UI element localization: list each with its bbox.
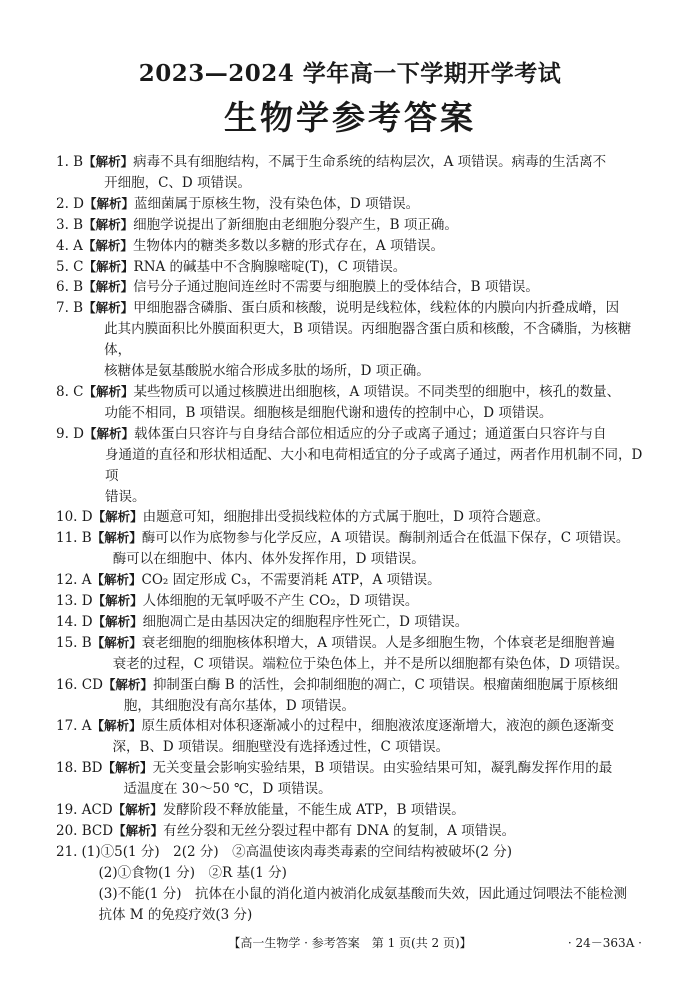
answer-text: [83, 236, 646, 257]
answer-number: 10. D: [56, 509, 93, 526]
answer-item: [56, 257, 646, 278]
answer-text: [83, 298, 646, 382]
footer-page-info: 【高一生物学 · 参考答案 第 1 页(共 2 页)】: [228, 936, 472, 950]
answer-item: [56, 800, 646, 821]
answer-line: 原生质体相对体积逐渐减小的过程中，细胞液浓度逐渐增大，液泡的颜色逐渐变: [141, 718, 615, 735]
answer-number: 16. CD: [56, 676, 103, 693]
answer-line: 衰老细胞的细胞核体积增大，A 项错误。人是多细胞生物，个体衰老是细胞普遍: [141, 634, 615, 651]
exam-title: 2023—2024 学年高一下学期开学考试: [138, 60, 562, 87]
answer-text: [83, 152, 646, 194]
answer-line: RNA 的碱基中不含胸腺嘧啶(T)，C 项错误。: [133, 258, 407, 275]
answer-item: [56, 528, 646, 570]
analysis-tag: 【解析】: [84, 195, 135, 211]
answer-number: 13. D: [56, 593, 93, 610]
answer-item: [56, 424, 646, 508]
answer-line: 抗体 M 的免疫疗效(3 分): [98, 906, 253, 923]
answer-number: 6. B: [56, 279, 84, 296]
answer-text: [93, 507, 646, 528]
answer-number: 11. B: [56, 530, 92, 547]
answer-line: 蓝细菌属于原核生物，没有染色体，D 项错误。: [134, 195, 420, 212]
answer-item: [56, 236, 646, 257]
answer-number: 14. D: [56, 613, 93, 630]
answer-line: 无关变量会影响实验结果，B 项错误。由实验结果可知，凝乳酶发挥作用的最: [152, 760, 613, 777]
answer-line: 酶可以作为底物参与化学反应，A 项错误。酶制剂适合在低温下保存，C 项错误。: [141, 530, 630, 547]
answer-line: 抑制蛋白酶 B 的活性，会抑制细胞的凋亡，C 项错误。根瘤菌细胞属于原核细: [152, 676, 619, 693]
answer-text: [103, 758, 646, 800]
answer-text: [92, 716, 646, 758]
answer-line: (3)不能(1 分) 抗体在小鼠的消化道内被消化成氨基酸而失效，因此通过饲喂法不能检测: [98, 885, 628, 902]
answer-line: 身通道的直径和形状相适配、大小和电荷相适宜的分子或离子通过，两者作用机制不同，D 项: [105, 446, 643, 484]
analysis-tag: 【解析】: [113, 823, 164, 838]
answer-line: 适温度在 30～50 ℃，D 项错误。: [123, 781, 332, 798]
answer-item: [56, 507, 646, 528]
analysis-tag: 【解析】: [83, 258, 134, 274]
answer-text: [113, 800, 646, 821]
answer-number: 19. ACD: [56, 802, 113, 819]
analysis-tag: 【解析】: [91, 718, 142, 734]
analysis-tag: 【解析】: [112, 802, 163, 818]
answer-number: 21.: [56, 843, 78, 860]
answer-text: [93, 612, 646, 633]
answer-line: 酶可以在细胞中、体内、体外发挥作用，D 项错误。: [112, 551, 425, 568]
answer-text: [83, 277, 646, 298]
answer-line: CO₂ 固定形成 C₃，不需要消耗 ATP，A 项错误。: [141, 572, 441, 589]
answer-number: 1. B: [56, 154, 84, 170]
answer-number: 18. BD: [56, 760, 103, 777]
analysis-tag: 【解析】: [92, 509, 143, 525]
answer-item-21: [56, 842, 646, 926]
analysis-tag: 【解析】: [84, 425, 135, 441]
answer-number: 7. B: [56, 300, 84, 317]
analysis-tag: 【解析】: [83, 300, 134, 316]
answer-line: 开细胞，C、D 项错误。: [104, 174, 252, 191]
analysis-tag: 【解析】: [83, 383, 134, 399]
analysis-tag: 【解析】: [91, 634, 142, 650]
answer-item: [56, 194, 646, 215]
answer-text: [92, 528, 646, 570]
answer-line: 衰老的过程，C 项错误。端粒位于染色体上，并不是所以细胞都有染色体，D 项错误。: [112, 655, 629, 672]
answer-number: 12. A: [56, 572, 92, 589]
answer-line: 载体蛋白只容许与自身结合部位相适应的分子或离子通过；通道蛋白只容许与自: [134, 425, 607, 442]
answer-item: [56, 591, 646, 612]
analysis-tag: 【解析】: [92, 593, 143, 609]
answer-number: 9. D: [56, 425, 84, 442]
page-footer: [0, 934, 700, 954]
answer-item: [56, 382, 646, 424]
footer-code: · 24－363A ·: [567, 936, 642, 950]
answer-text: [103, 675, 646, 717]
answer-item: [56, 612, 646, 633]
analysis-tag: 【解析】: [92, 613, 143, 629]
answer-item: [56, 675, 646, 717]
answer-item: [56, 277, 646, 298]
analysis-tag: 【解析】: [91, 530, 142, 546]
answer-item: [56, 633, 646, 675]
answer-line: (2)①食物(1 分) ②R 基(1 分): [98, 864, 287, 881]
answer-item: [56, 298, 646, 382]
answer-text: [113, 821, 646, 842]
answer-line: 此其内膜面积比外膜面积更大，B 项错误。丙细胞器含蛋白质和核酸，不含磷脂，为核糖体，: [104, 321, 632, 359]
answer-text: [84, 424, 646, 508]
analysis-tag: 【解析】: [83, 154, 134, 169]
analysis-tag: 【解析】: [91, 572, 142, 588]
answer-number: 15. B: [56, 634, 92, 651]
answer-text: [84, 194, 646, 215]
answer-item: [56, 570, 646, 591]
page-title: 生物学参考答案: [224, 98, 476, 137]
answer-item: [56, 716, 646, 758]
answer-line: (1)①5(1 分) 2(2 分) ②高温使该肉毒类毒素的空间结构被破坏(2 分): [81, 843, 513, 860]
answer-text: [77, 842, 646, 926]
answer-line: 某些物质可以通过核膜进出细胞核，A 项错误。不同类型的细胞中，核孔的数量、: [133, 383, 621, 400]
answer-line: 信号分子通过胞间连丝时不需要与细胞膜上的受体结合，B 项错误。: [133, 279, 539, 296]
answer-line: 甲细胞器含磷脂、蛋白质和核酸，说明是线粒体，线粒体的内膜向内折叠成嵴，因: [133, 300, 620, 317]
answer-line: 由题意可知，细胞排出受损线粒体的方式属于胞吐，D 项符合题意。: [142, 509, 550, 526]
answer-text: [83, 215, 646, 236]
analysis-tag: 【解析】: [82, 237, 133, 253]
answer-text: [93, 591, 646, 612]
answer-line: 生物体内的糖类多数以多糖的形式存在，A 项错误。: [132, 237, 444, 254]
answer-item: [56, 152, 646, 194]
answer-number: 4. A: [56, 237, 83, 254]
answer-line: 有丝分裂和无丝分裂过程中都有 DNA 的复制，A 项错误。: [163, 823, 516, 839]
answer-line: 功能不相同，B 项错误。细胞核是细胞代谢和遗传的控制中心，D 项错误。: [104, 404, 553, 421]
answer-number: 3. B: [56, 216, 84, 233]
answer-line: 人体细胞的无氧呼吸不产生 CO₂，D 项错误。: [142, 593, 419, 610]
answer-item: [56, 758, 646, 800]
answer-number: 8. C: [56, 383, 84, 400]
answer-text: [84, 257, 646, 278]
answer-line: 深，B、D 项错误。细胞壁没有选择透过性，C 项错误。: [112, 739, 450, 756]
answer-text: [84, 382, 646, 424]
answer-item: [56, 821, 646, 842]
answer-line: 核糖体是氨基酸脱水缩合形成多肽的场所，D 项正确。: [104, 363, 430, 380]
answer-number: 20. BCD: [56, 823, 114, 839]
answer-line: 细胞凋亡是由基因决定的细胞程序性死亡，D 项错误。: [142, 613, 469, 630]
answer-number: 17. A: [56, 718, 92, 735]
answer-number: 2. D: [56, 195, 84, 212]
answer-line: 病毒不具有细胞结构，不属于生命系统的结构层次，A 项错误。病毒的生活离不: [133, 154, 607, 170]
analysis-tag: 【解析】: [102, 676, 153, 692]
answer-item: [56, 215, 646, 236]
analysis-tag: 【解析】: [83, 279, 134, 295]
answer-text: [92, 570, 646, 591]
analysis-tag: 【解析】: [83, 216, 134, 232]
answer-line: 错误。: [105, 488, 146, 505]
answer-number: 5. C: [56, 258, 84, 275]
answer-line: 细胞学说提出了新细胞由老细胞分裂产生，B 项正确。: [133, 216, 458, 233]
analysis-tag: 【解析】: [102, 760, 153, 776]
answers-list: [56, 152, 646, 926]
answer-line: 胞，其细胞没有高尔基体，D 项错误。: [123, 697, 356, 714]
answer-text: [92, 633, 646, 675]
answer-line: 发酵阶段不释放能量，不能生成 ATP，B 项错误。: [162, 802, 465, 819]
